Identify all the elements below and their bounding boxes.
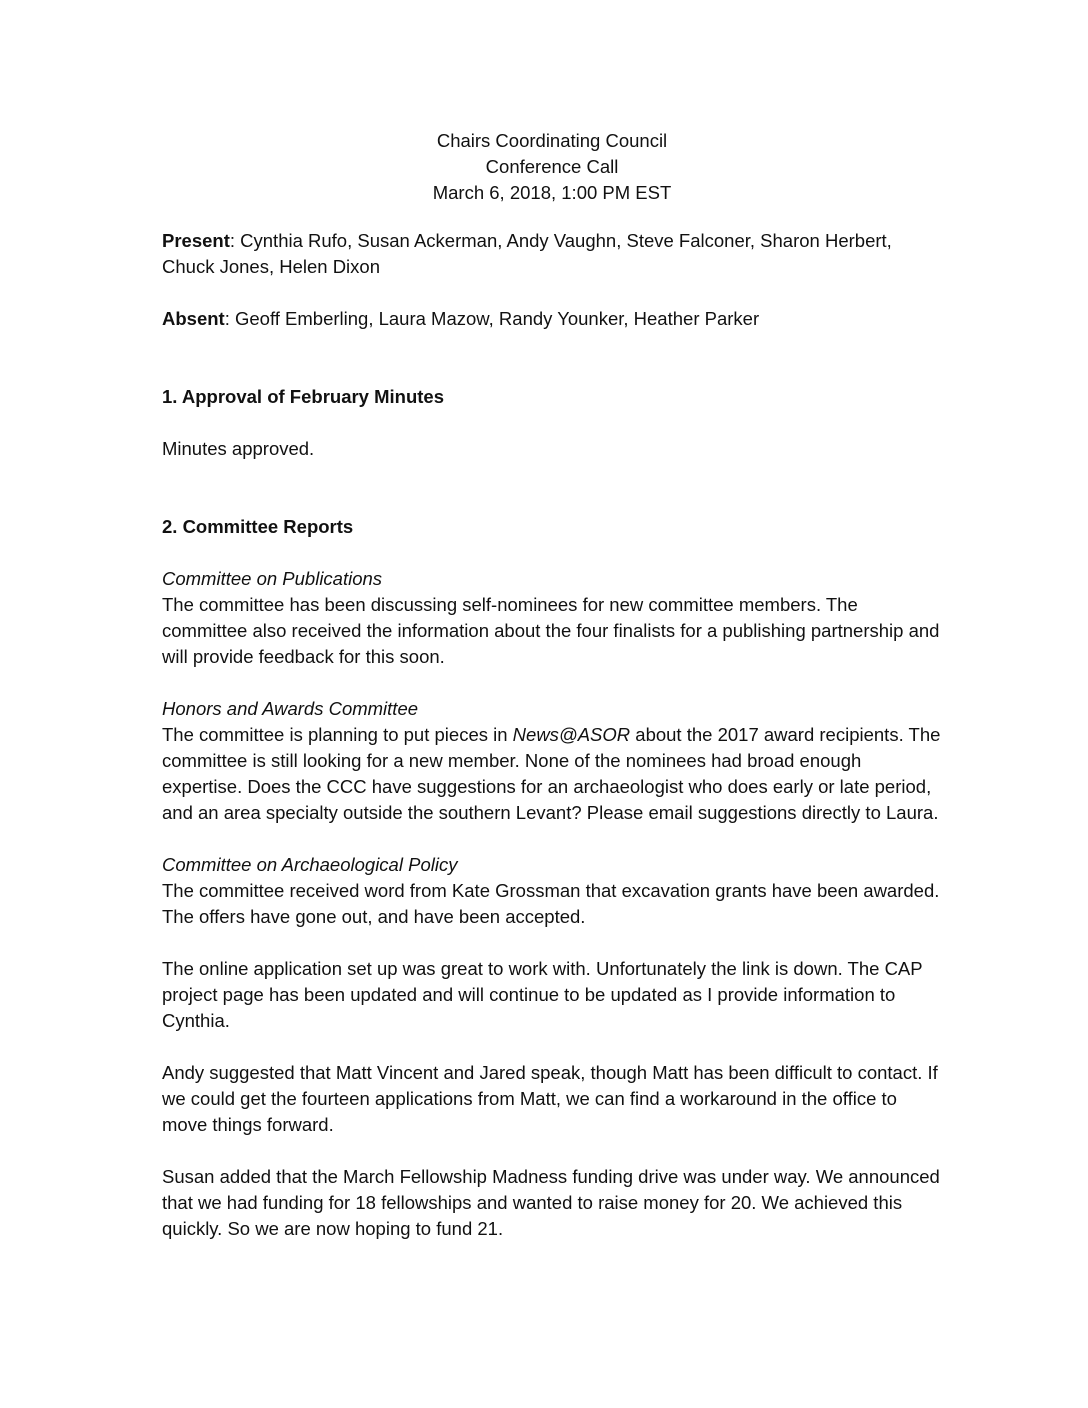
policy-para4: Susan added that the March Fellowship Madness funding drive was under way. We announced that we had funding for 18 fellowships and wanted to raise money for 20. We achieved this quickly. So we are now hoping to fund 21.: [162, 1166, 940, 1239]
honors-text-after: about the 2017 award recipients. The committee is still looking for a new member. None of the nominees had broad enough expertise. Does the CCC have suggestions for an archaeologist who does early or late period, and an area specialty outside the southern Levant? Please email suggestions directly to Laura.: [162, 724, 941, 823]
honors-text-before: The committee is planning to put pieces in: [162, 724, 513, 745]
present-list: [162, 228, 942, 280]
policy-report: [162, 852, 942, 930]
approval-text: Minutes approved.: [162, 438, 315, 459]
present-names: : Cynthia Rufo, Susan Ackerman, Andy Vaughn, Steve Falconer, Sharon Herbert, Chuck Jones, Helen Dixon: [162, 230, 892, 277]
meeting-type: Conference Call: [485, 156, 619, 177]
policy-para1: The committee received word from Kate Grossman that excavation grants have been awarded. The offers have gone out, and have been accepted.: [162, 880, 940, 927]
newsletter-name: News@ASOR: [512, 724, 631, 745]
honors-title: Honors and Awards Committee: [162, 698, 419, 719]
council-name: Chairs Coordinating Council: [436, 130, 668, 151]
present-label: Present: [162, 230, 230, 251]
document-page: [162, 128, 942, 1242]
document-header: [162, 128, 942, 206]
policy-title: Committee on Archaeological Policy: [162, 854, 458, 875]
section-heading-approval: 1. Approval of February Minutes: [162, 386, 444, 407]
publications-text: The committee has been discussing self-nominees for new committee members. The committee also received the information about the four finalists for a publishing partnership and will provide feedback for this soon.: [162, 594, 940, 667]
publications-report: [162, 566, 942, 670]
absent-list: [162, 306, 942, 332]
policy-para3: Andy suggested that Matt Vincent and Jared speak, though Matt has been difficult to contact. If we could get the fourteen applications from Matt, we can find a workaround in the office to move things forward.: [162, 1062, 938, 1135]
publications-title: Committee on Publications: [162, 568, 383, 589]
policy-para2: The online application set up was great to work with. Unfortunately the link is down. The CAP project page has been updated and will continue to be updated as I provide information to Cynthia.: [162, 958, 923, 1031]
section-heading-reports: 2. Committee Reports: [162, 516, 354, 537]
honors-report: [162, 696, 942, 826]
absent-label: Absent: [162, 308, 225, 329]
absent-names: : Geoff Emberling, Laura Mazow, Randy Younker, Heather Parker: [224, 308, 760, 329]
meeting-date: March 6, 2018, 1:00 PM EST: [432, 182, 672, 203]
